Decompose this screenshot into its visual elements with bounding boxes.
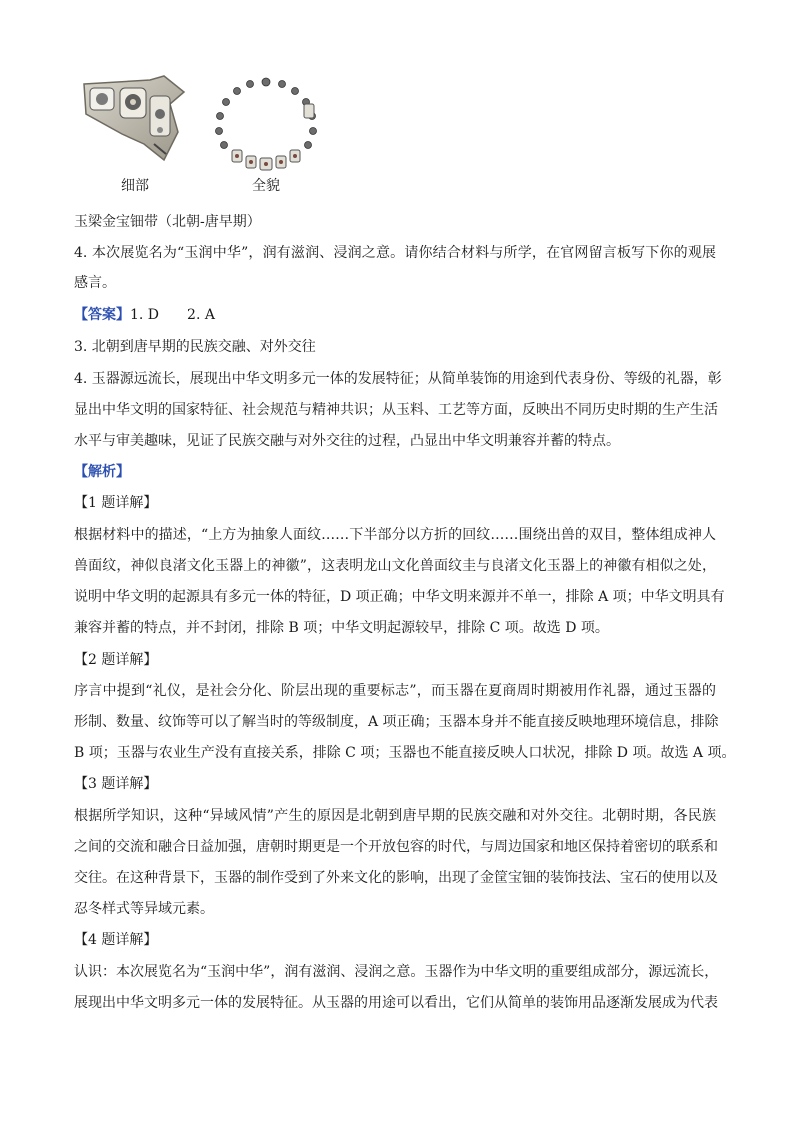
answer-4-line-3: 水平与审美趣味，见证了民族交融与对外交往的过程，凸显出中华文明兼容并蓄的特点。: [74, 433, 620, 449]
q3-heading: 【3 题详解】: [74, 776, 158, 792]
q1-line-2: 兽面纹，神似良渚文化玉器上的神徽”，这表明龙山文化兽面纹圭与良渚文化玉器上的神徽有相似之处，: [74, 558, 716, 574]
q4-line-2: 展现出中华文明多元一体的发展特征。从玉器的用途可以看出，它们从简单的装饰用品逐渐发展成为代表: [74, 995, 718, 1011]
q1-heading: 【1 题详解】: [74, 495, 158, 511]
answer-4-line-1: 4. 玉器源远流长，展现出中华文明多元一体的发展特征；从简单装饰的用途到代表身份、等级的礼器，彰: [74, 371, 722, 387]
q1-line-4: 兼容并蓄的特点，并不封闭，排除 B 项；中华文明起源较早，排除 C 项。故选 D 项。: [74, 620, 609, 636]
q4-prompt-line-2: 感言。: [74, 275, 116, 291]
belt-detail-image: [80, 74, 192, 164]
analysis-tag: 【解析】: [74, 464, 130, 480]
answer-line: [74, 305, 215, 325]
q3-line-4: 忍冬样式等异域元素。: [74, 901, 214, 917]
q1-line-3: 说明中华文明的起源具有多元一体的特征，D 项正确；中华文明来源并不单一，排除 A 项；中华文明具有: [74, 589, 725, 605]
q4-prompt-line-1: 4. 本次展览名为“玉润中华”，润有滋润、浸润之意。请你结合材料与所学，在官网留言板写下你的观展: [74, 245, 716, 261]
q2-line-2: 形制、数量、纹饰等可以了解当时的等级制度，A 项正确；玉器本身并不能直接反映地理环境信息，排除: [74, 714, 719, 730]
detail-caption: 细部: [121, 178, 149, 194]
material-title: 玉梁金宝钿带（北朝-唐早期）: [74, 214, 261, 230]
q3-line-3: 交往。在这种背景下，玉器的制作受到了外来文化的影响，出现了金筐宝钿的装饰技法、宝石的使用以及: [74, 870, 718, 886]
q2-heading: 【2 题详解】: [74, 652, 158, 668]
q4-line-1: 认识：本次展览名为“玉润中华”，润有滋润、浸润之意。玉器作为中华文明的重要组成部分，源远流长，: [74, 964, 719, 980]
q3-line-2: 之间的交流和融合日益加强，唐朝时期更是一个开放包容的时代，与周边国家和地区保持着密切的联系和: [74, 839, 718, 855]
answer-tag: 【答案】: [74, 307, 130, 323]
answer-3: 3. 北朝到唐早期的民族交融、对外交往: [74, 339, 316, 355]
answer-text: 1. D 2. A: [130, 307, 215, 323]
answer-4-line-2: 显出中华文明的国家特征、社会规范与精神共识；从玉料、工艺等方面，反映出不同历史时期的生产生活: [74, 402, 718, 418]
q2-line-1: 序言中提到“礼仪，是社会分化、阶层出现的重要标志”，而玉器在夏商周时期被用作礼器，通过玉器的: [74, 683, 716, 699]
q4-heading: 【4 题详解】: [74, 932, 158, 948]
q1-line-1: 根据材料中的描述，“上方为抽象人面纹……下半部分以方折的回纹……围绕出兽的双目，整体组成神人: [74, 527, 716, 543]
full-view-caption: 全貌: [252, 178, 280, 194]
belt-full-view-image: [210, 76, 322, 172]
q3-line-1: 根据所学知识，这种“异域风情”产生的原因是北朝到唐早期的民族交融和对外交往。北朝时期，各民族: [74, 808, 716, 824]
q2-line-3: B 项；玉器与农业生产没有直接关系，排除 C 项；玉器也不能直接反映人口状况，排除 D 项。故选 A 项。: [74, 745, 736, 761]
